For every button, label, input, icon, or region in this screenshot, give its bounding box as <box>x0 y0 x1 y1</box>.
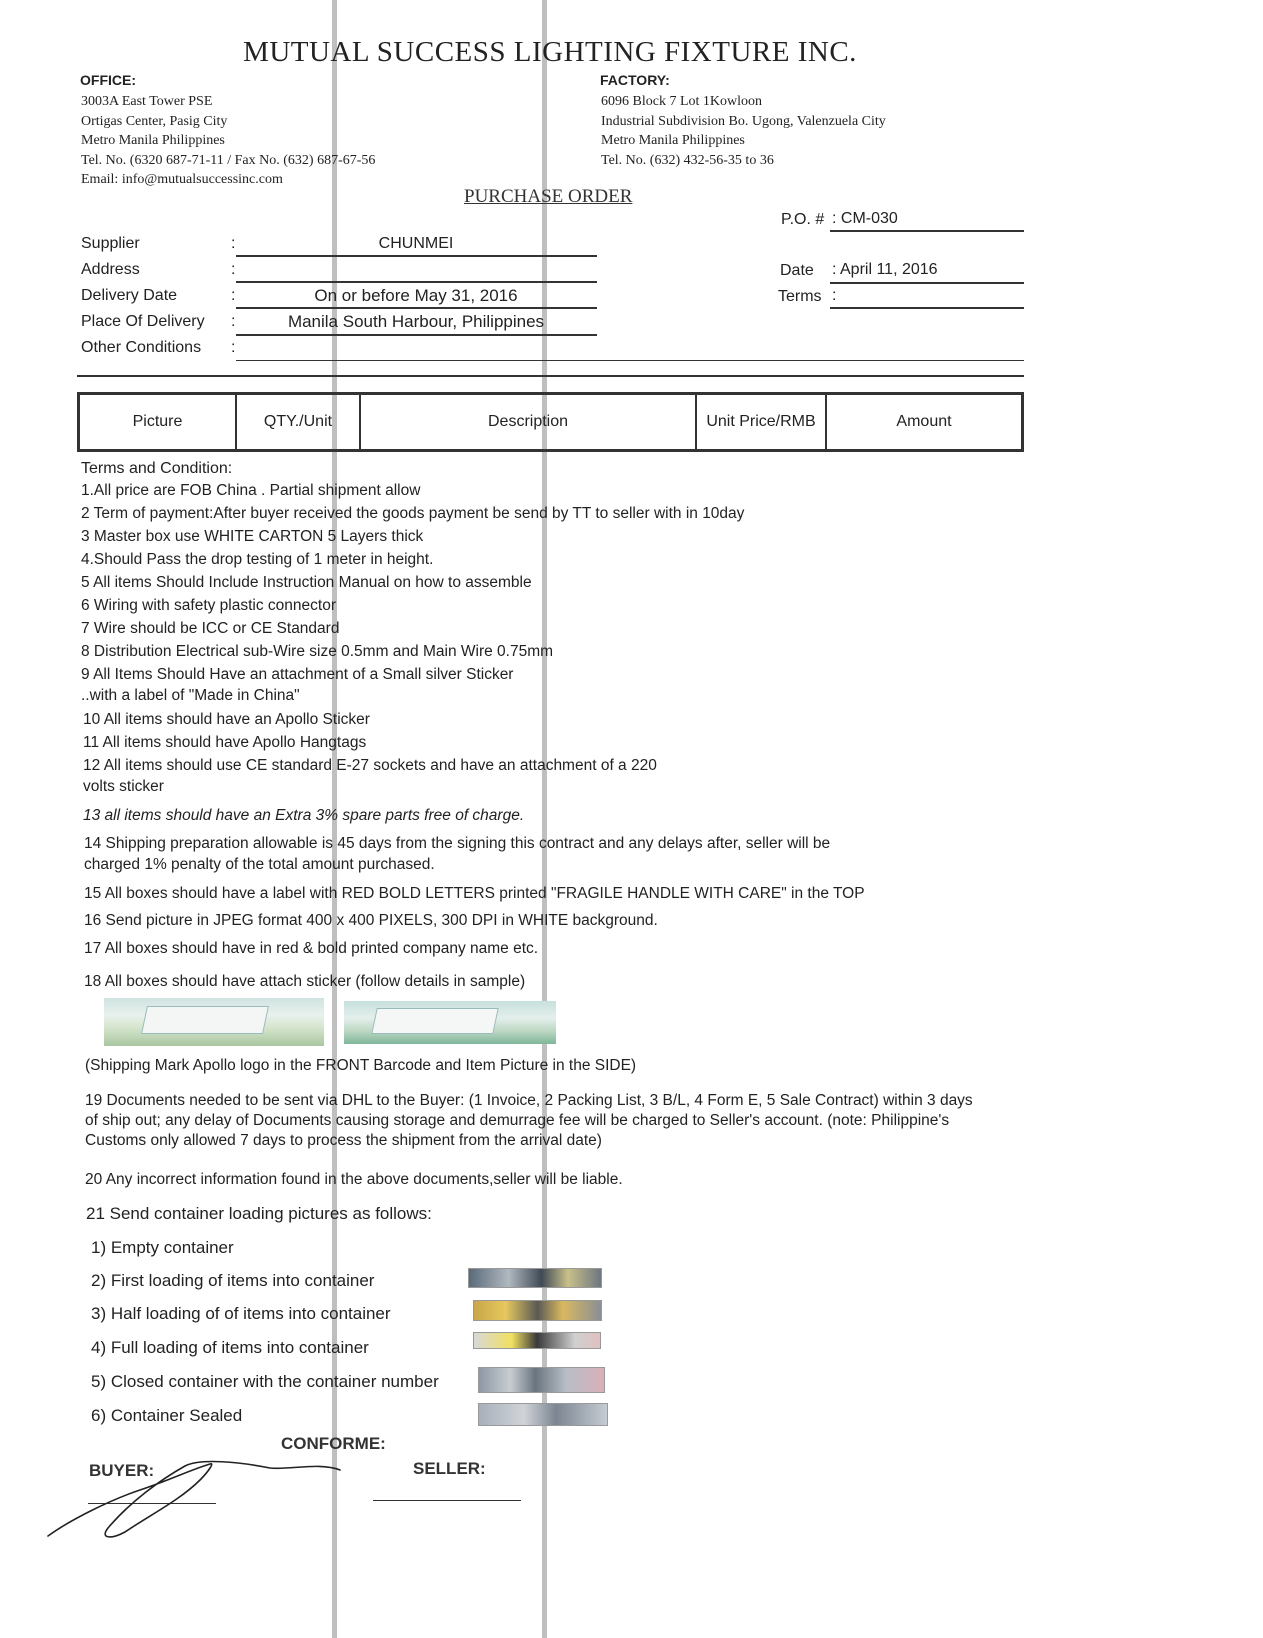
term-9-continued: ..with a label of "Made in China" <box>81 687 300 704</box>
term-6: 6 Wiring with safety plastic connector <box>81 597 336 614</box>
other-conditions-label: Other Conditions <box>81 339 202 356</box>
place-of-delivery-value: Manila South Harbour, Philippines <box>287 312 545 331</box>
place-of-delivery-label: Place Of Delivery <box>81 313 205 330</box>
term-1: 1.All price are FOB China . Partial shipment allow <box>81 482 421 499</box>
term-18-note: (Shipping Mark Apollo logo in the FRONT Barcode and Item Picture in the SIDE) <box>85 1057 637 1074</box>
terms-label: Terms <box>778 288 822 305</box>
term-11: 11 All items should have Apollo Hangtags <box>83 734 367 751</box>
term-17: 17 All boxes should have in red & bold printed company name etc. <box>84 940 539 957</box>
place-of-delivery-colon: : <box>231 313 236 330</box>
company-name: MUTUAL SUCCESS LIGHTING FIXTURE INC. <box>243 36 857 68</box>
conforme-label: CONFORME: <box>281 1434 386 1453</box>
header-picture: Picture <box>79 394 237 451</box>
term-14: 14 Shipping preparation allowable is 45 days from the signing this contract and any delays after, seller will be <box>84 835 831 852</box>
table-header-row <box>79 394 1023 451</box>
header-amount: Amount <box>826 394 1023 451</box>
loading-step-5: 5) Closed container with the container number <box>91 1372 439 1391</box>
address-colon: : <box>231 261 236 278</box>
loading-step-2: 2) First loading of items into container <box>91 1271 375 1290</box>
po-number-label: P.O. # <box>781 211 825 228</box>
seller-signature-line <box>373 1500 521 1501</box>
date-underline <box>830 282 1024 284</box>
term-13: 13 all items should have an Extra 3% spare parts free of charge. <box>83 807 525 824</box>
loading-step-1: 1) Empty container <box>91 1238 234 1257</box>
box-shape <box>141 1006 269 1034</box>
factory-line: Tel. No. (632) 432-56-35 to 36 <box>601 152 774 168</box>
container-photo-full-loading <box>473 1332 601 1349</box>
term-16: 16 Send picture in JPEG format 400 x 400 PIXELS, 300 DPI in WHITE background. <box>84 912 658 929</box>
term-18: 18 All boxes should have attach sticker (follow details in sample) <box>84 973 526 990</box>
delivery-date-underline <box>236 307 597 309</box>
container-photo-sealed <box>478 1403 608 1426</box>
delivery-date-value: On or before May 31, 2016 <box>314 286 518 305</box>
terms-heading: Terms and Condition: <box>81 460 233 477</box>
loading-step-3: 3) Half loading of of items into container <box>91 1304 391 1323</box>
office-line: Metro Manila Philippines <box>81 133 225 148</box>
term-4: 4.Should Pass the drop testing of 1 meter in height. <box>81 551 434 568</box>
box-shape <box>371 1008 499 1034</box>
supplier-label: Supplier <box>81 235 140 252</box>
term-14-continued: charged 1% penalty of the total amount purchased. <box>84 856 435 873</box>
po-number-underline <box>830 230 1024 232</box>
factory-line: 6096 Block 7 Lot 1Kowloon <box>601 94 762 109</box>
term-12-continued: volts sticker <box>83 778 164 795</box>
po-number-value: : CM-030 <box>832 210 898 227</box>
term-19-line-3: Customs only allowed 7 days to process the shipment from the arrival date) <box>85 1132 602 1149</box>
delivery-date-colon: : <box>231 287 236 304</box>
delivery-date-label: Delivery Date <box>81 287 178 304</box>
document-title: PURCHASE ORDER <box>464 186 633 207</box>
office-label: OFFICE: <box>80 72 136 88</box>
factory-line: Industrial Subdivision Bo. Ugong, Valenzuela City <box>601 113 886 129</box>
header-unit-price: Unit Price/RMB <box>696 394 826 451</box>
term-19: 19 Documents needed to be sent via DHL to the Buyer: (1 Invoice, 2 Packing List, 3 B/L, 4 Form E, 5 Sale Contract) within 3 days <box>85 1092 973 1109</box>
office-address <box>81 92 375 190</box>
section-divider <box>77 375 1024 377</box>
address-underline <box>236 281 597 283</box>
container-photo-first-loading <box>468 1268 602 1288</box>
supplier-colon: : <box>231 235 236 252</box>
terms-underline <box>830 307 1024 309</box>
term-2: 2 Term of payment:After buyer received the goods payment be send by TT to seller with in 10day <box>81 505 745 522</box>
factory-label: FACTORY: <box>600 72 670 88</box>
address-label: Address <box>81 261 140 278</box>
seller-label: SELLER: <box>413 1459 486 1478</box>
buyer-label: BUYER: <box>89 1461 155 1480</box>
sticker-sample-photo-2 <box>344 1001 556 1044</box>
header-qty-unit: QTY./Unit <box>236 394 360 451</box>
term-20: 20 Any incorrect information found in the above documents,seller will be liable. <box>85 1171 623 1188</box>
header-description: Description <box>360 394 696 451</box>
term-19-line-2: of ship out; any delay of Documents causing storage and demurrage fee will be charged to Seller's account. (note: Philippine's <box>85 1112 950 1129</box>
term-7: 7 Wire should be ICC or CE Standard <box>81 620 340 637</box>
office-line: Tel. No. (6320 687-71-11 / Fax No. (632) 687-67-56 <box>81 152 376 168</box>
sticker-sample-photo-1 <box>104 998 324 1046</box>
container-photo-half-loading <box>473 1300 602 1321</box>
buyer-signature-scribble <box>40 1440 380 1540</box>
date-label: Date <box>780 262 814 279</box>
office-line: Email: info@mutualsuccessinc.com <box>81 172 283 187</box>
supplier-underline <box>236 255 597 257</box>
factory-address <box>601 92 886 170</box>
items-table <box>77 392 1024 452</box>
term-3: 3 Master box use WHITE CARTON 5 Layers thick <box>81 528 424 545</box>
term-10: 10 All items should have an Apollo Sticker <box>83 711 370 728</box>
loading-step-6: 6) Container Sealed <box>91 1406 243 1425</box>
term-12: 12 All items should use CE standard E-27 sockets and have an attachment of a 220 <box>83 757 657 774</box>
container-photo-closed <box>478 1367 605 1393</box>
terms-value: : <box>832 287 837 304</box>
other-conditions-colon: : <box>231 339 236 356</box>
term-15: 15 All boxes should have a label with RED BOLD LETTERS printed "FRAGILE HANDLE WITH CARE" in the TOP <box>84 885 865 902</box>
place-of-delivery-underline <box>236 334 597 336</box>
term-21: 21 Send container loading pictures as follows: <box>86 1204 432 1223</box>
supplier-value: CHUNMEI <box>378 235 454 252</box>
other-conditions-underline <box>236 360 1024 361</box>
factory-line: Metro Manila Philippines <box>601 133 745 148</box>
office-line: Ortigas Center, Pasig City <box>81 113 228 129</box>
office-line: 3003A East Tower PSE <box>81 94 213 109</box>
loading-step-4: 4) Full loading of items into container <box>91 1338 369 1357</box>
date-value: : April 11, 2016 <box>832 261 938 278</box>
term-5: 5 All items Should Include Instruction Manual on how to assemble <box>81 574 532 591</box>
term-8: 8 Distribution Electrical sub-Wire size 0.5mm and Main Wire 0.75mm <box>81 643 554 660</box>
term-9: 9 All Items Should Have an attachment of a Small silver Sticker <box>81 666 514 683</box>
